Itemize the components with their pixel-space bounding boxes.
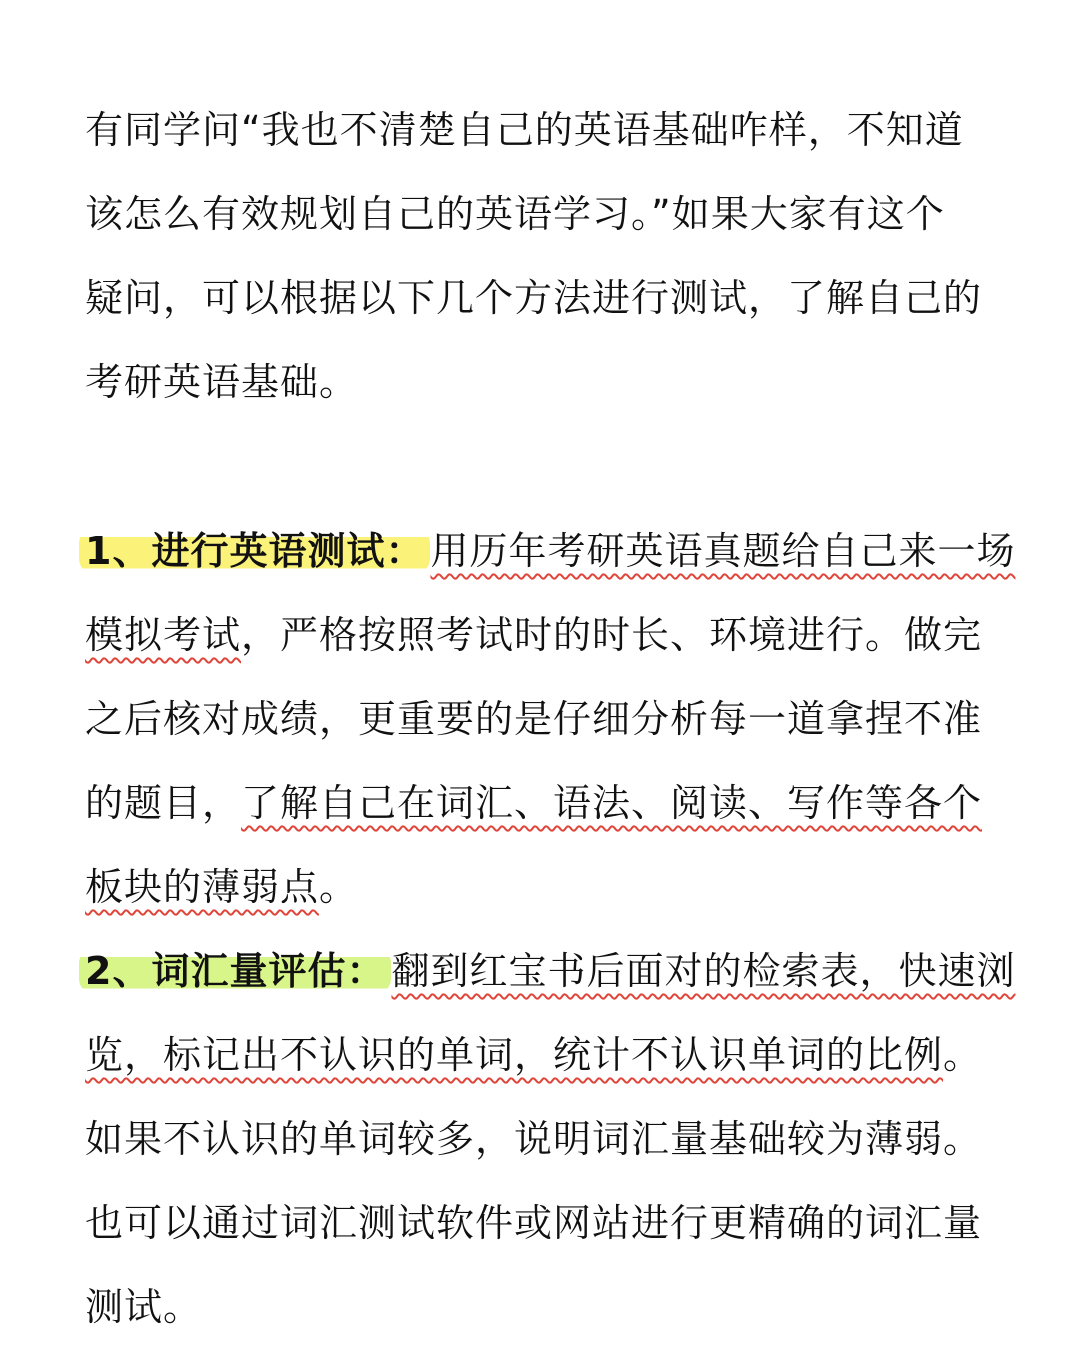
section1-line (85, 773, 1015, 833)
underlined-text: 用历年考研英语真题给自己来一场 (430, 529, 1016, 573)
body-text: ，严格按照考试时的时长、环境进行。做完 (241, 613, 983, 657)
body-text: 。 (943, 1033, 983, 1077)
section1-line (85, 605, 1015, 665)
section2-line: 测试。 (85, 1285, 203, 1329)
intro-line: 疑问，可以根据以下几个方法进行测试，了解自己的 (85, 276, 983, 320)
body-text: 。 (319, 865, 359, 909)
underlined-text: 览，标记出不认识的单词，统计不认识单词的比例 (85, 1033, 944, 1077)
section2-line (85, 941, 1015, 1001)
section2-line: 也可以通过词汇测试软件或网站进行更精确的词汇量 (85, 1201, 983, 1245)
underlined-text: 板块的薄弱点 (85, 865, 320, 909)
underlined-text: 了解自己在词汇、语法、阅读、写作等各个 (241, 781, 983, 825)
section2-heading: 2、词汇量评估： (79, 949, 391, 993)
section2-line (85, 1025, 1015, 1085)
intro-line: 考研英语基础。 (85, 360, 359, 404)
intro-line: 该怎么有效规划自己的英语学习。”如果大家有这个 (85, 192, 945, 236)
section1-line (85, 521, 1015, 581)
section1-line: 之后核对成绩，更重要的是仔细分析每一道拿捏不准 (85, 697, 983, 741)
body-text: 的题目， (85, 781, 242, 825)
section2-line: 如果不认识的单词较多，说明词汇量基础较为薄弱。 (85, 1117, 983, 1161)
section1-heading: 1、进行英语测试： (79, 529, 430, 573)
underlined-text: 模拟考试 (85, 613, 242, 657)
intro-line: 有同学问“我也不清楚自己的英语基础咋样，不知道 (85, 108, 964, 152)
section1-line (85, 857, 1015, 917)
underlined-text: 翻到红宝书后面对的检索表，快速浏 (391, 949, 1016, 993)
